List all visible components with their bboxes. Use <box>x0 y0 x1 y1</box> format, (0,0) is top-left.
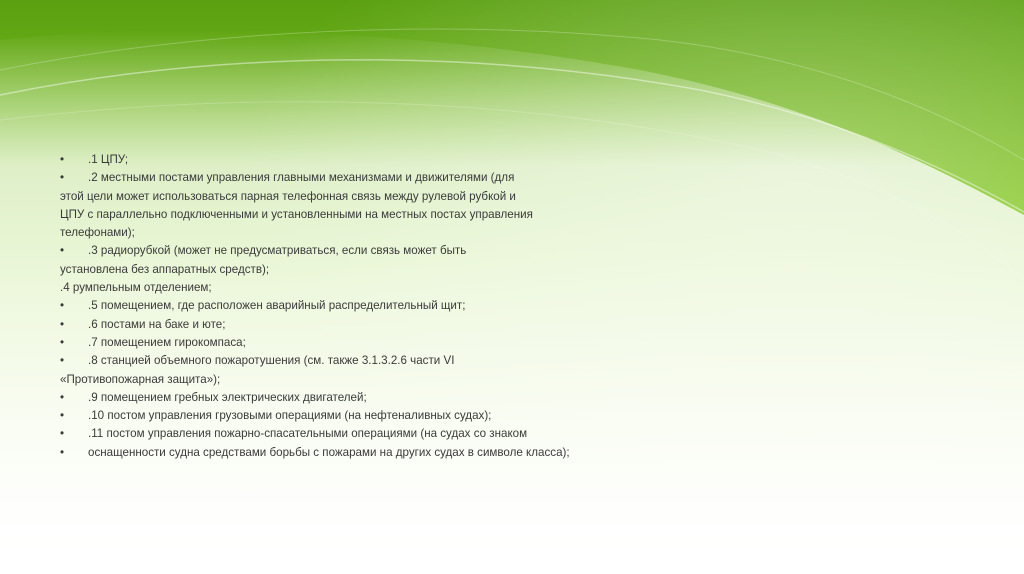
bullet-marker: • <box>60 244 65 258</box>
bullet-list <box>60 151 680 462</box>
list-line-text: установлена без аппаратных средств); <box>60 262 270 276</box>
list-line <box>60 316 680 334</box>
list-line <box>60 151 680 169</box>
list-line <box>60 188 680 206</box>
bullet-marker: • <box>60 317 65 331</box>
list-line-text: «Противопожарная защита»); <box>60 372 221 386</box>
bullet-marker: • <box>60 354 65 368</box>
list-line <box>60 334 680 352</box>
list-line-text: .3 радиорубкой (может не предусматриваться, если связь может быть <box>88 244 467 258</box>
list-line <box>60 169 680 187</box>
list-line-text: .7 помещением гирокомпаса; <box>88 335 246 349</box>
bullet-marker: • <box>60 171 65 185</box>
list-line <box>60 371 680 389</box>
list-line <box>60 242 680 260</box>
list-line-text: .9 помещением гребных электрических двигателей; <box>88 390 367 404</box>
list-line-text: .10 постом управления грузовыми операциями (на нефтеналивных судах); <box>88 409 492 423</box>
bullet-marker: • <box>60 445 65 459</box>
list-line-text: оснащенности судна средствами борьбы с пожарами на других судах в символе класса); <box>88 445 570 459</box>
list-line-text: этой цели может использоваться парная телефонная связь между рулевой рубкой и <box>60 189 516 203</box>
bullet-marker: • <box>60 335 65 349</box>
list-line-text: .1 ЦПУ; <box>88 153 129 166</box>
list-line <box>60 297 680 315</box>
list-line-text: .6 постами на баке и юте; <box>88 317 226 331</box>
list-line <box>60 206 680 224</box>
list-line-text: телефонами); <box>60 226 135 240</box>
list-line <box>60 389 680 407</box>
list-line <box>60 261 680 279</box>
list-line-text: .2 местными постами управления главными механизмами и движителями (для <box>88 171 515 185</box>
list-line <box>60 407 680 425</box>
list-line-text: .5 помещением, где расположен аварийный распределительный щит; <box>88 299 466 313</box>
bullet-marker: • <box>60 390 65 404</box>
list-line <box>60 444 680 462</box>
list-line <box>60 352 680 370</box>
list-line <box>60 224 680 242</box>
bullet-marker: • <box>60 299 65 313</box>
list-line <box>60 425 680 443</box>
bullet-marker: • <box>60 153 65 166</box>
list-line-text: ЦПУ с параллельно подключенными и установленными на местных постах управления <box>60 207 533 221</box>
list-line <box>60 279 680 297</box>
bullet-marker: • <box>60 427 65 441</box>
list-line-text: .4 румпельным отделением; <box>60 281 212 295</box>
bullet-marker: • <box>60 409 65 423</box>
list-line-text: .8 станцией объемного пожаротушения (см. также 3.1.3.2.6 части VI <box>88 354 455 368</box>
list-line-text: .11 постом управления пожарно-спасательными операциями (на судах со знаком <box>88 427 528 441</box>
